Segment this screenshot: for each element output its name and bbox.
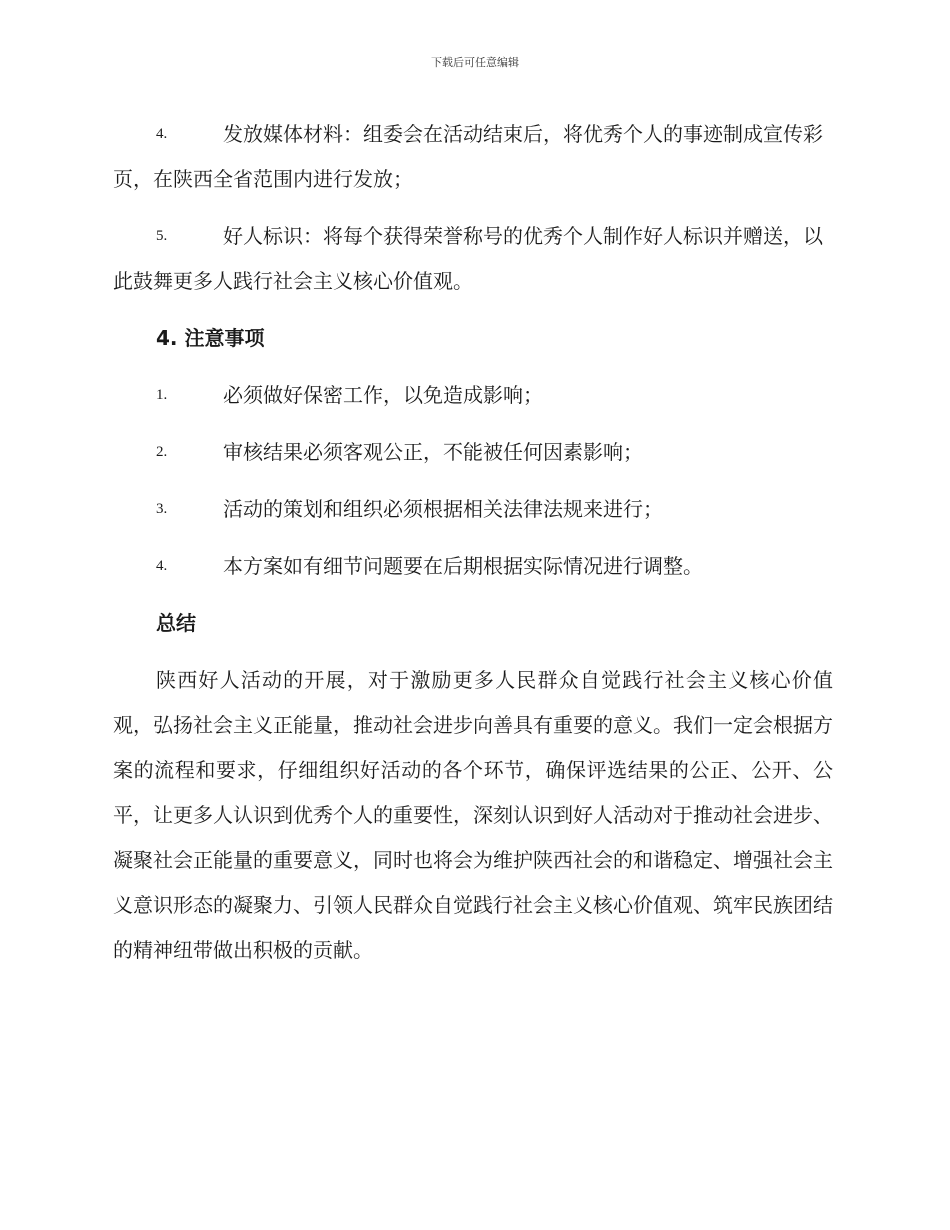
list-item-number: 2. [156, 444, 168, 460]
list-item [113, 214, 833, 304]
section-heading: 4. 注意事项 [156, 326, 265, 350]
list-item-text: 好人标识：将每个获得荣誉称号的优秀个人制作好人标识并赠送，以此鼓舞更多人践行社会主义核心价值观。 [113, 224, 823, 293]
list-item-text: 活动的策划和组织必须根据相关法律法规来进行； [223, 497, 663, 521]
document-body [113, 112, 833, 973]
summary-heading: 总结 [156, 611, 196, 635]
list-item-text: 审核结果必须客观公正，不能被任何因素影响； [223, 440, 643, 464]
list-item [113, 373, 833, 418]
list-item-number: 4. [156, 558, 168, 574]
list-item-text: 发放媒体材料：组委会在活动结束后，将优秀个人的事迹制成宣传彩页，在陕西全省范围内进行发放； [113, 122, 823, 191]
list-item-number: 1. [156, 387, 168, 403]
page-header: 下载后可任意编辑 [431, 56, 519, 69]
list-item-number: 4. [156, 126, 168, 142]
list-item-number: 5. [156, 228, 168, 244]
list-item [113, 544, 833, 589]
list-item-text: 本方案如有细节问题要在后期根据实际情况进行调整。 [223, 554, 703, 578]
list-item-number: 3. [156, 501, 168, 517]
list-item-text: 必须做好保密工作，以免造成影响； [223, 383, 543, 407]
list-item [113, 430, 833, 475]
list-item [113, 112, 833, 202]
list-item [113, 487, 833, 532]
summary-paragraph: 陕西好人活动的开展，对于激励更多人民群众自觉践行社会主义核心价值观，弘扬社会主义正能量，推动社会进步向善具有重要的意义。我们一定会根据方案的流程和要求，仔细组织好活动的各个环节，确保评选结果的公正、公开、公平，让更多人认识到优秀个人的重要性，深刻认识到好人活动对于推动社会进步、凝聚社会正能量的重要意义，同时也将会为维护陕西社会的和谐稳定、增强社会主义意识形态的凝聚力、引领人民群众自觉践行社会主义核心价值观、筑牢民族团结的精神纽带做出积极的贡献。 [113, 668, 833, 962]
